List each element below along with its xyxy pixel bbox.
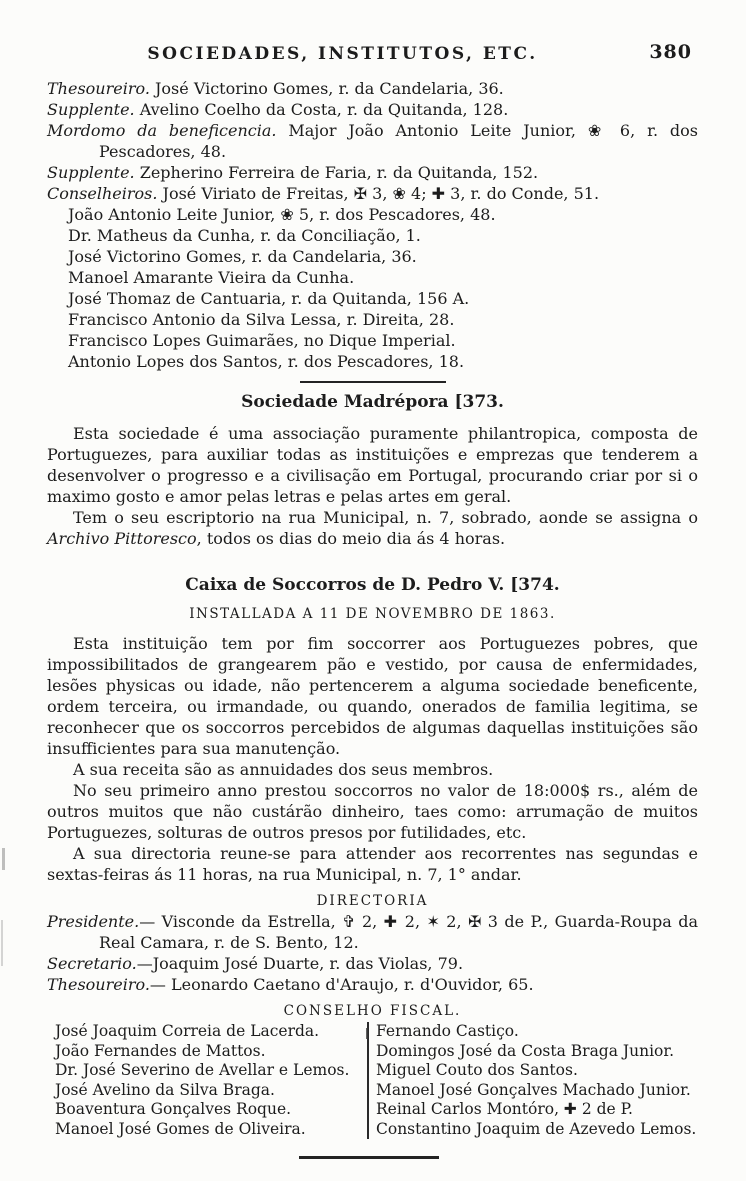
conselho-member: Manoel José Gonçalves Machado Junior.: [376, 1080, 691, 1099]
council-member: Dr. Matheus da Cunha, r. da Conciliação, 1.: [68, 226, 421, 245]
officer-entry-text: — Leonardo Caetano d'Araujo, r. d'Ouvidor, 65.: [149, 975, 534, 994]
conselho-member: Constantino Joaquim de Azevedo Lemos.: [376, 1119, 697, 1138]
page-number: 380: [649, 41, 692, 63]
officer-entry-text: José Victorino Gomes, r. da Candelaria, 36.: [149, 79, 504, 98]
conselho-right-column: [367, 1022, 698, 1139]
conselho-member: José Avelino da Silva Braga.: [55, 1080, 275, 1099]
scan-speck: [2, 848, 5, 870]
directoria-entry: [47, 974, 698, 995]
officer-entry-text: —Joaquim José Duarte, r. das Violas, 79.: [136, 954, 464, 973]
directoria-list: [47, 911, 698, 995]
officer-role-label: Thesoureiro.: [47, 975, 150, 994]
conselho-member: Miguel Couto dos Santos.: [376, 1061, 578, 1079]
officer-entry-text: Major João Antonio Leite Junior, ❀ 6, r. dos Pescadores, 48.: [99, 121, 698, 161]
officer-entry-text: Zepherino Ferreira de Faria, r. da Quitanda, 152.: [134, 163, 539, 182]
officer-role-label: Supplente.: [47, 163, 135, 182]
conselho-member: Boaventura Gonçalves Roque.: [55, 1100, 292, 1118]
officer-entry: [47, 99, 698, 120]
officer-role-label: Secretario.: [47, 954, 137, 973]
officers-list: [47, 78, 698, 372]
conselho-member: Manoel José Gomes de Oliveira.: [55, 1119, 306, 1138]
officer-entry: [47, 162, 698, 183]
paragraph: Esta instituição tem por fim soccorrer aos Portuguezes pobres, que impossibilitados de grangearem pão e vestido, por causa de enfermidades, lesões physicas ou idade, não pertencerem a alguma sociedade beneficente, ordem terceira, ou irmandade, ou quando, onerados de familia legitima, se reconhecer que os soccorros percebidos de algumas daquellas instituições são insufficientes para sua manutenção.: [47, 634, 698, 758]
officer-role-label: Conselheiros.: [47, 184, 158, 203]
officer-entry-text: Avelino Coelho da Costa, r. da Quitanda, 128.: [134, 100, 509, 119]
council-member: José Thomaz de Cantuaria, r. da Quitanda, 156 A.: [68, 289, 470, 308]
conselho-fiscal-columns: [55, 1022, 698, 1139]
officer-entry: [47, 120, 698, 162]
conselho-member: Dr. José Severino de Avellar e Lemos.: [55, 1061, 350, 1079]
conselho-fiscal-heading: CONSELHO FISCAL.: [283, 1003, 462, 1019]
directoria-entry: [47, 953, 698, 974]
council-member: Antonio Lopes dos Santos, r. dos Pescadores, 18.: [68, 352, 465, 371]
conselho-member: Fernando Castiço.: [376, 1022, 519, 1040]
paragraph: No seu primeiro anno prestou soccorros no valor de 18:000$ rs., além de outros muitos que não custárão dinheiro, taes como: arrumação de muitos Portuguezes, solturas de outros presos por futilidades, etc.: [47, 781, 698, 842]
paragraph-text: , todos os dias do meio dia ás 4 horas.: [196, 529, 506, 548]
council-member: João Antonio Leite Junior, ❀ 5, r. dos Pescadores, 48.: [68, 205, 496, 224]
council-member: José Victorino Gomes, r. da Candelaria, 36.: [68, 247, 417, 266]
conselho-member: João Fernandes de Mattos.: [55, 1041, 266, 1060]
officer-entry-text: José Viriato de Freitas, ✠ 3, ❀ 4; ✚ 3, r. do Conde, 51.: [157, 184, 600, 203]
publication-name: Archivo Pittoresco: [47, 529, 197, 548]
officer-role-label: Thesoureiro.: [47, 79, 150, 98]
conselho-member: Reinal Carlos Montóro, ✚ 2 de P.: [376, 1100, 633, 1118]
section-title: Sociedade Madrépora [373.: [241, 392, 504, 412]
paragraph: [47, 507, 698, 549]
paragraph: Esta sociedade é uma associação puramente philantropica, composta de Portuguezes, para auxiliar todas as instituições e emprezas que tenderem a desenvolver o progresso e a civilisação em Portugal, procurando criar por si o maximo gosto e amor pelas letras e pelas artes em geral.: [47, 424, 698, 506]
scan-speck: [1, 920, 3, 966]
section-divider: [300, 381, 446, 383]
section-divider: [299, 1156, 439, 1159]
section-title: Caixa de Soccorros de D. Pedro V. [374.: [185, 575, 560, 595]
paragraph: A sua directoria reune-se para attender aos recorrentes nas segundas e sextas-feiras ás 11 horas, na rua Municipal, n. 7, 1° andar.: [47, 844, 698, 884]
conselho-member: Domingos José da Costa Braga Junior.: [376, 1041, 674, 1060]
running-head: [47, 41, 698, 68]
officer-entry: [47, 78, 698, 99]
conselho-member: José Joaquim Correia de Lacerda.: [55, 1022, 320, 1040]
paragraph: A sua receita são as annuidades dos seus membros.: [73, 760, 494, 779]
officer-entry-text: — Visconde da Estrella, ✞ 2, ✚ 2, ✶ 2, ✠ 3 de P., Guarda-Roupa da Real Camara, r. de S. Bento, 12.: [99, 912, 698, 952]
council-member: Francisco Antonio da Silva Lessa, r. Direita, 28.: [68, 310, 455, 329]
officer-entry: [47, 183, 698, 204]
officer-role-label: Supplente.: [47, 100, 135, 119]
section-subtitle: INSTALLADA A 11 DE NOVEMBRO DE 1863.: [189, 606, 556, 622]
page-title: SOCIEDADES, INSTITUTOS, ETC.: [147, 44, 538, 64]
directoria-entry: [47, 911, 698, 953]
council-member: Manoel Amarante Vieira da Cunha.: [68, 268, 355, 287]
council-member: Francisco Lopes Guimarães, no Dique Imperial.: [68, 331, 456, 350]
directoria-heading: DIRECTORIA: [316, 893, 429, 909]
paragraph-text: Tem o seu escriptorio na rua Municipal, n. 7, sobrado, aonde se assigna o: [73, 508, 698, 527]
scan-speck: [366, 1028, 368, 1039]
officer-role-label: Mordomo da beneficencia.: [47, 121, 277, 140]
officer-role-label: Presidente.: [47, 912, 140, 931]
conselho-left-column: [55, 1022, 367, 1139]
section-caixa: [47, 575, 698, 1139]
section-madrepora: [47, 392, 698, 549]
